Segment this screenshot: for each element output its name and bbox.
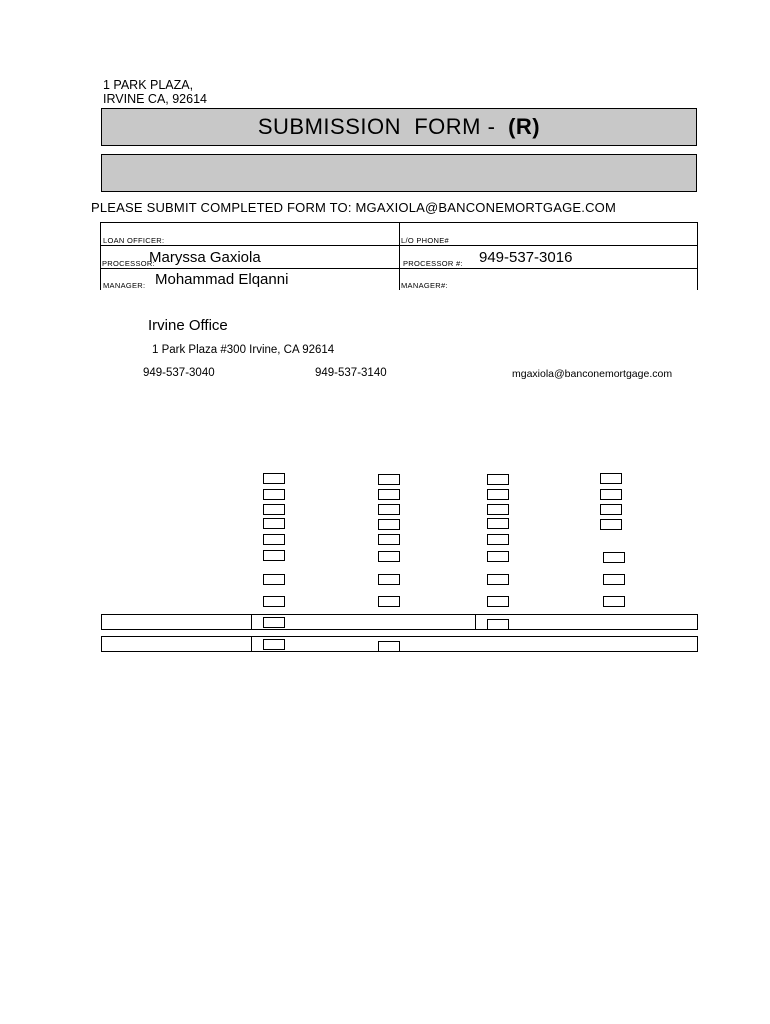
- processor-label: PROCESSOR:: [102, 259, 156, 268]
- checkbox[interactable]: [600, 519, 622, 530]
- checkbox[interactable]: [600, 504, 622, 515]
- checkbox[interactable]: [378, 504, 400, 515]
- checkbox[interactable]: [263, 639, 285, 650]
- checkbox[interactable]: [263, 617, 285, 628]
- checkbox[interactable]: [487, 619, 509, 630]
- contact-info-table: [100, 222, 698, 290]
- checkbox[interactable]: [263, 550, 285, 561]
- checkbox[interactable]: [600, 473, 622, 484]
- checkbox[interactable]: [378, 534, 400, 545]
- checkbox[interactable]: [378, 551, 400, 562]
- form-title-text: SUBMISSION FORM -: [257, 114, 503, 139]
- lo-phone-label: L/O PHONE#: [401, 236, 450, 245]
- checkbox[interactable]: [603, 574, 625, 585]
- checkbox[interactable]: [263, 518, 285, 529]
- manager-label: MANAGER:: [103, 281, 146, 290]
- checkbox[interactable]: [487, 574, 509, 585]
- checkbox[interactable]: [378, 489, 400, 500]
- checkbox[interactable]: [487, 596, 509, 607]
- checkbox[interactable]: [487, 504, 509, 515]
- checkbox[interactable]: [487, 489, 509, 500]
- manager-number-label: MANAGER#:: [401, 281, 448, 290]
- processor-phone: 949-537-3016: [479, 249, 573, 266]
- checkbox[interactable]: [263, 473, 285, 484]
- blank-header-field[interactable]: [101, 154, 697, 192]
- office-name: Irvine Office: [148, 317, 228, 334]
- checkbox[interactable]: [378, 596, 400, 607]
- checkbox[interactable]: [263, 534, 285, 545]
- checkbox[interactable]: [487, 474, 509, 485]
- checkbox[interactable]: [487, 534, 509, 545]
- checkbox[interactable]: [378, 641, 400, 652]
- checkbox[interactable]: [603, 552, 625, 563]
- office-phone: 949-537-3040: [143, 367, 215, 379]
- checkbox[interactable]: [487, 551, 509, 562]
- form-grid-row: [101, 614, 698, 630]
- office-email: mgaxiola@banconemortgage.com: [512, 368, 673, 380]
- company-address-line1: 1 PARK PLAZA,: [103, 78, 194, 92]
- manager-name: Mohammad Elqanni: [155, 271, 289, 288]
- processor-name: Maryssa Gaxiola: [149, 249, 261, 266]
- company-address-line2: IRVINE CA, 92614: [103, 92, 207, 106]
- checkbox[interactable]: [600, 489, 622, 500]
- checkbox[interactable]: [263, 574, 285, 585]
- checkbox[interactable]: [378, 474, 400, 485]
- checkbox[interactable]: [263, 596, 285, 607]
- checkbox[interactable]: [378, 574, 400, 585]
- submit-instruction: PLEASE SUBMIT COMPLETED FORM TO: MGAXIOLA@BANCONEMORTGAGE.COM: [91, 200, 617, 215]
- office-address: 1 Park Plaza #300 Irvine, CA 92614: [152, 344, 335, 356]
- form-title-suffix: (R): [508, 114, 541, 139]
- checkbox[interactable]: [603, 596, 625, 607]
- loan-officer-label: LOAN OFFICER:: [103, 236, 165, 245]
- form-title-banner: [101, 108, 697, 146]
- processor-number-label: PROCESSOR #:: [403, 259, 463, 268]
- checkbox[interactable]: [263, 504, 285, 515]
- office-fax: 949-537-3140: [315, 367, 387, 379]
- checkbox[interactable]: [378, 519, 400, 530]
- checkbox[interactable]: [263, 489, 285, 500]
- checkbox[interactable]: [487, 518, 509, 529]
